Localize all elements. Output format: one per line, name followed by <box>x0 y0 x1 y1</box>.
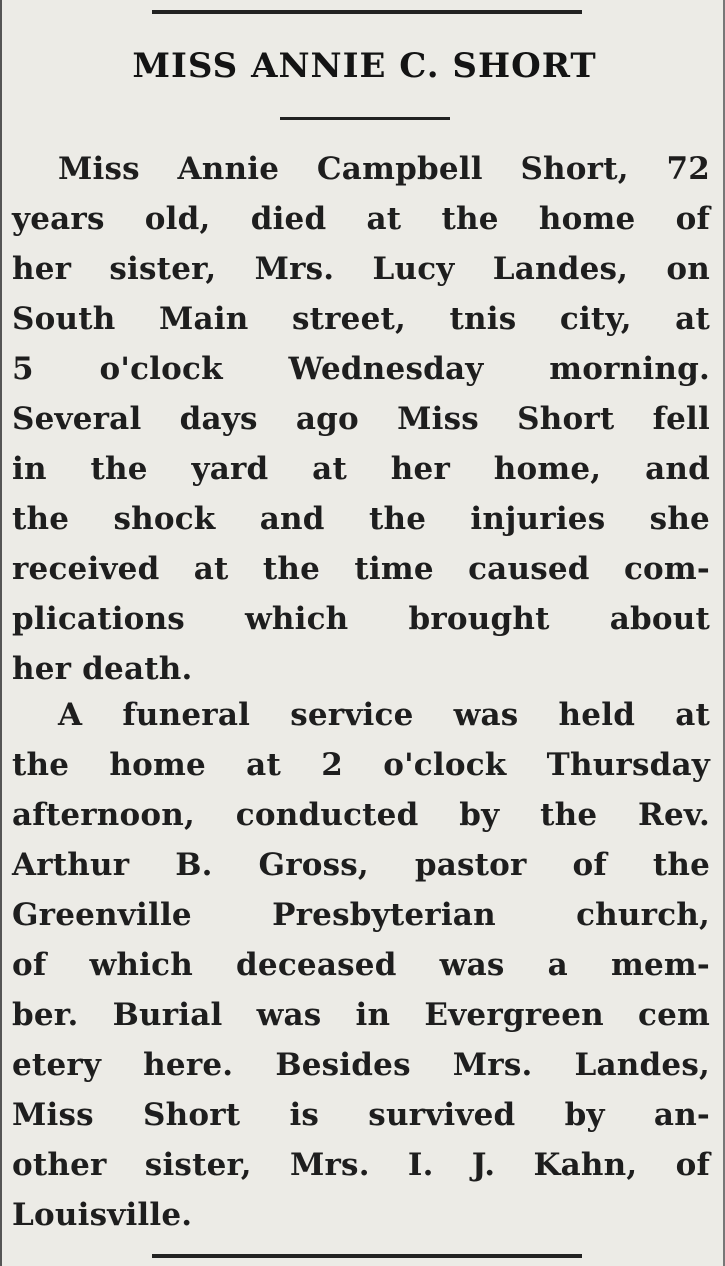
text-line: South Main street, tnis city, at <box>12 301 710 337</box>
text-line: of which deceased was a mem- <box>12 947 710 983</box>
text-line: 5 o'clock Wednesday morning. <box>12 351 710 387</box>
text-line: ber. Burial was in Evergreen cem <box>12 997 710 1033</box>
article-paragraph-2 <box>12 690 710 1240</box>
text-line: A funeral service was held at <box>58 697 710 733</box>
text-line: plications which brought about <box>12 601 710 637</box>
text-line: etery here. Besides Mrs. Landes, <box>12 1047 710 1083</box>
text-line: her death. <box>12 651 193 687</box>
text-line: other sister, Mrs. I. J. Kahn, of <box>12 1147 710 1183</box>
article-headline: MISS ANNIE C. SHORT <box>132 46 597 86</box>
text-line: her sister, Mrs. Lucy Landes, on <box>12 251 710 287</box>
text-line: received at the time caused com- <box>12 551 710 587</box>
headline-rule <box>280 117 450 120</box>
text-line: in the yard at her home, and <box>12 451 710 487</box>
text-line: the shock and the injuries she <box>12 501 710 537</box>
bottom-rule <box>152 1254 582 1258</box>
article-paragraph-1 <box>12 144 710 694</box>
top-rule <box>152 10 582 14</box>
text-line: Greenville Presbyterian church, <box>12 897 710 933</box>
text-line: Miss Short is survived by an- <box>12 1097 710 1133</box>
text-line: Louisville. <box>12 1197 193 1233</box>
text-line: afternoon, conducted by the Rev. <box>12 797 710 833</box>
text-line: the home at 2 o'clock Thursday <box>12 747 710 783</box>
text-line: Miss Annie Campbell Short, 72 <box>58 151 710 187</box>
text-line: Arthur B. Gross, pastor of the <box>12 847 710 883</box>
text-line: Several days ago Miss Short fell <box>12 401 710 437</box>
text-line: years old, died at the home of <box>12 201 710 237</box>
